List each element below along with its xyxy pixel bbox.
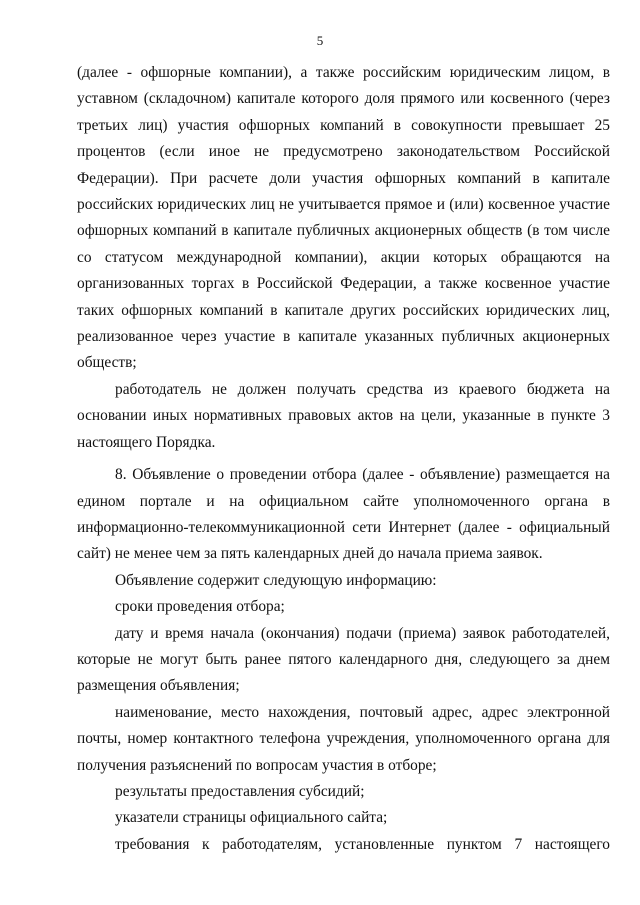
page-number: 5 [316, 33, 324, 48]
list-item-employer-requirements: требования к работодателям, установленные пунктом 7 настоящего [115, 835, 610, 853]
paragraph-announcement-contents: Объявление содержит следующую информацию: [115, 571, 437, 589]
list-item-site-pointers: указатели страницы официального сайта; [115, 809, 388, 827]
paragraph-section-8-announcement: 8. Объявление о проведении отбора (далее - объявление) размещается на едином портале и на официальном сайте уполномоченного органа в информационно-телекоммуникационной сети Интернет (далее - официальный сайт) не менее чем за пять календарных дней до начала приема заявок. [77, 466, 610, 563]
list-item-selection-dates: сроки проведения отбора; [115, 598, 285, 616]
list-item-subsidy-results: результаты предоставления субсидий; [115, 782, 365, 800]
list-item-application-dates: дату и время начала (окончания) подачи (приема) заявок работодателей, которые не могут быть ранее пятого календарного дня, следующего за днем размещения объявления; [77, 624, 610, 695]
list-item-contact-details: наименование, место нахождения, почтовый адрес, адрес электронной почты, номер контактного телефона учреждения, уполномоченного органа для получения разъяснений по вопросам участия в отборе; [77, 703, 610, 774]
document-body [77, 60, 610, 858]
paragraph-regional-budget: работодатель не должен получать средства из краевого бюджета на основании иных нормативных правовых актов на цели, указанные в пункте 3 настоящего Порядка. [77, 380, 610, 451]
paragraph-offshore-continuation: (далее - офшорные компании), а также российским юридическим лицом, в уставном (складочном) капитале которого доля прямого или косвенного (через третьих лиц) участия офшорных компаний в совокупности превышает 25 процентов (если иное не предусмотрено законодательством Российской Федерации). При расчете доли участия офшорных компаний в капитале российских юридических лиц не учитывается прямое и (или) косвенное участие офшорных компаний в капитале публичных акционерных обществ (в том числе со статусом международной компании), акции которых обращаются на организованных торгах в Российской Федерации, а также косвенное участие таких офшорных компаний в капитале других российских юридических лиц, реализованное через участие в капитале указанных публичных акционерных обществ; [77, 64, 610, 372]
